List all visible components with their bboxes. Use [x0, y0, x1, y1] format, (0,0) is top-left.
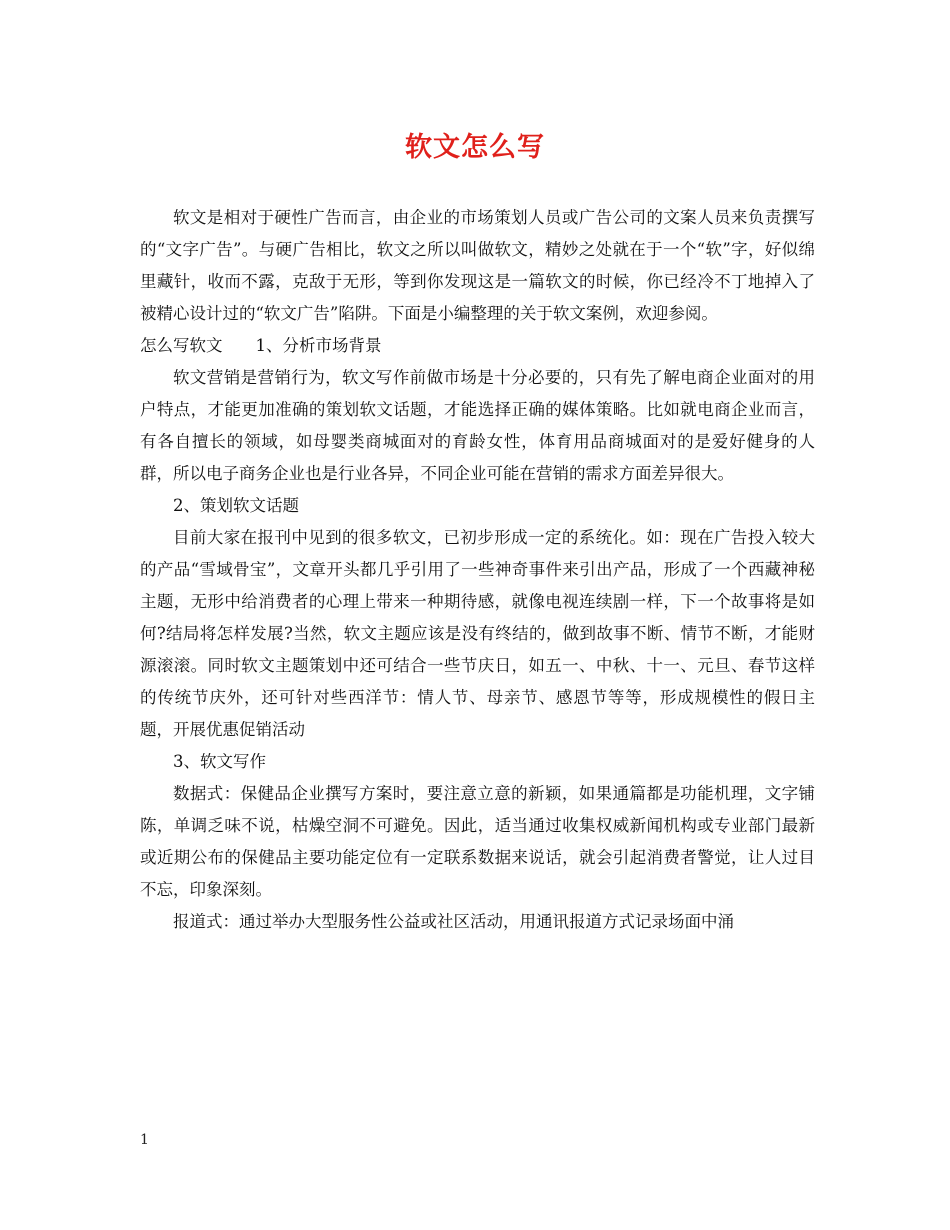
- data-style-paragraph: 数据式：保健品企业撰写方案时，要注意立意的新颖，如果通篇都是功能机理，文字铺陈，单调乏味不说，枯燥空洞不可避免。因此，适当通过收集权威新闻机构或专业部门最新或近期公布的保健品主要功能定位有一定联系数据来说话，就会引起消费者警觉，让人过目不忘，印象深刻。: [140, 784, 815, 899]
- document-title: 软文怎么写: [405, 132, 545, 163]
- section-1-paragraph: 软文营销是营销行为，软文写作前做市场是十分必要的，只有先了解电商企业面对的用户特点，才能更加准确的策划软文话题，才能选择正确的媒体策略。比如就电商企业而言，有各自擅长的领域，如母婴类商城面对的育龄女性，体育用品商城面对的是爱好健身的人群，所以电子商务企业也是行业各异，不同企业可能在营销的需求方面差异很大。: [140, 368, 815, 483]
- section-2-paragraph: 目前大家在报刊中见到的很多软文，已初步形成一定的系统化。如：现在广告投入较大的产品“雪域骨宝”，文章开头都几乎引用了一些神奇事件来引出产品，形成了一个西藏神秘主题，无形中给消费者的心理上带来一种期待感，就像电视连续剧一样，下一个故事将是如何?结局将怎样发展?当然，软文主题应该是没有终结的，做到故事不断、情节不断，才能财源滚滚。同时软文主题策划中还可结合一些节庆日，如五一、中秋、十一、元旦、春节这样的传统节庆外，还可针对些西洋节：情人节、母亲节、感恩节等等，形成规模性的假日主题，开展优惠促销活动: [140, 528, 815, 739]
- intro-paragraph: 软文是相对于硬性广告而言，由企业的市场策划人员或广告公司的文案人员来负责撰写的“文字广告”。与硬广告相比，软文之所以叫做软文，精妙之处就在于一个“软”字，好似绵里藏针，收而不露，克敌于无形，等到你发现这是一篇软文的时候，你已经冷不丁地掉入了被精心设计过的“软文广告”陷阱。下面是小编整理的关于软文案例，欢迎参阅。: [140, 208, 815, 323]
- report-style-paragraph: 报道式：通过举办大型服务性公益或社区活动，用通讯报道方式记录场面中涌: [173, 912, 734, 931]
- section-heading-2: 2、策划软文话题: [173, 496, 299, 515]
- page-number: 1: [140, 1132, 149, 1148]
- section-heading-1: 怎么写软文 1、分析市场背景: [140, 336, 382, 355]
- section-heading-3: 3、软文写作: [173, 752, 266, 771]
- document-body: [140, 202, 815, 938]
